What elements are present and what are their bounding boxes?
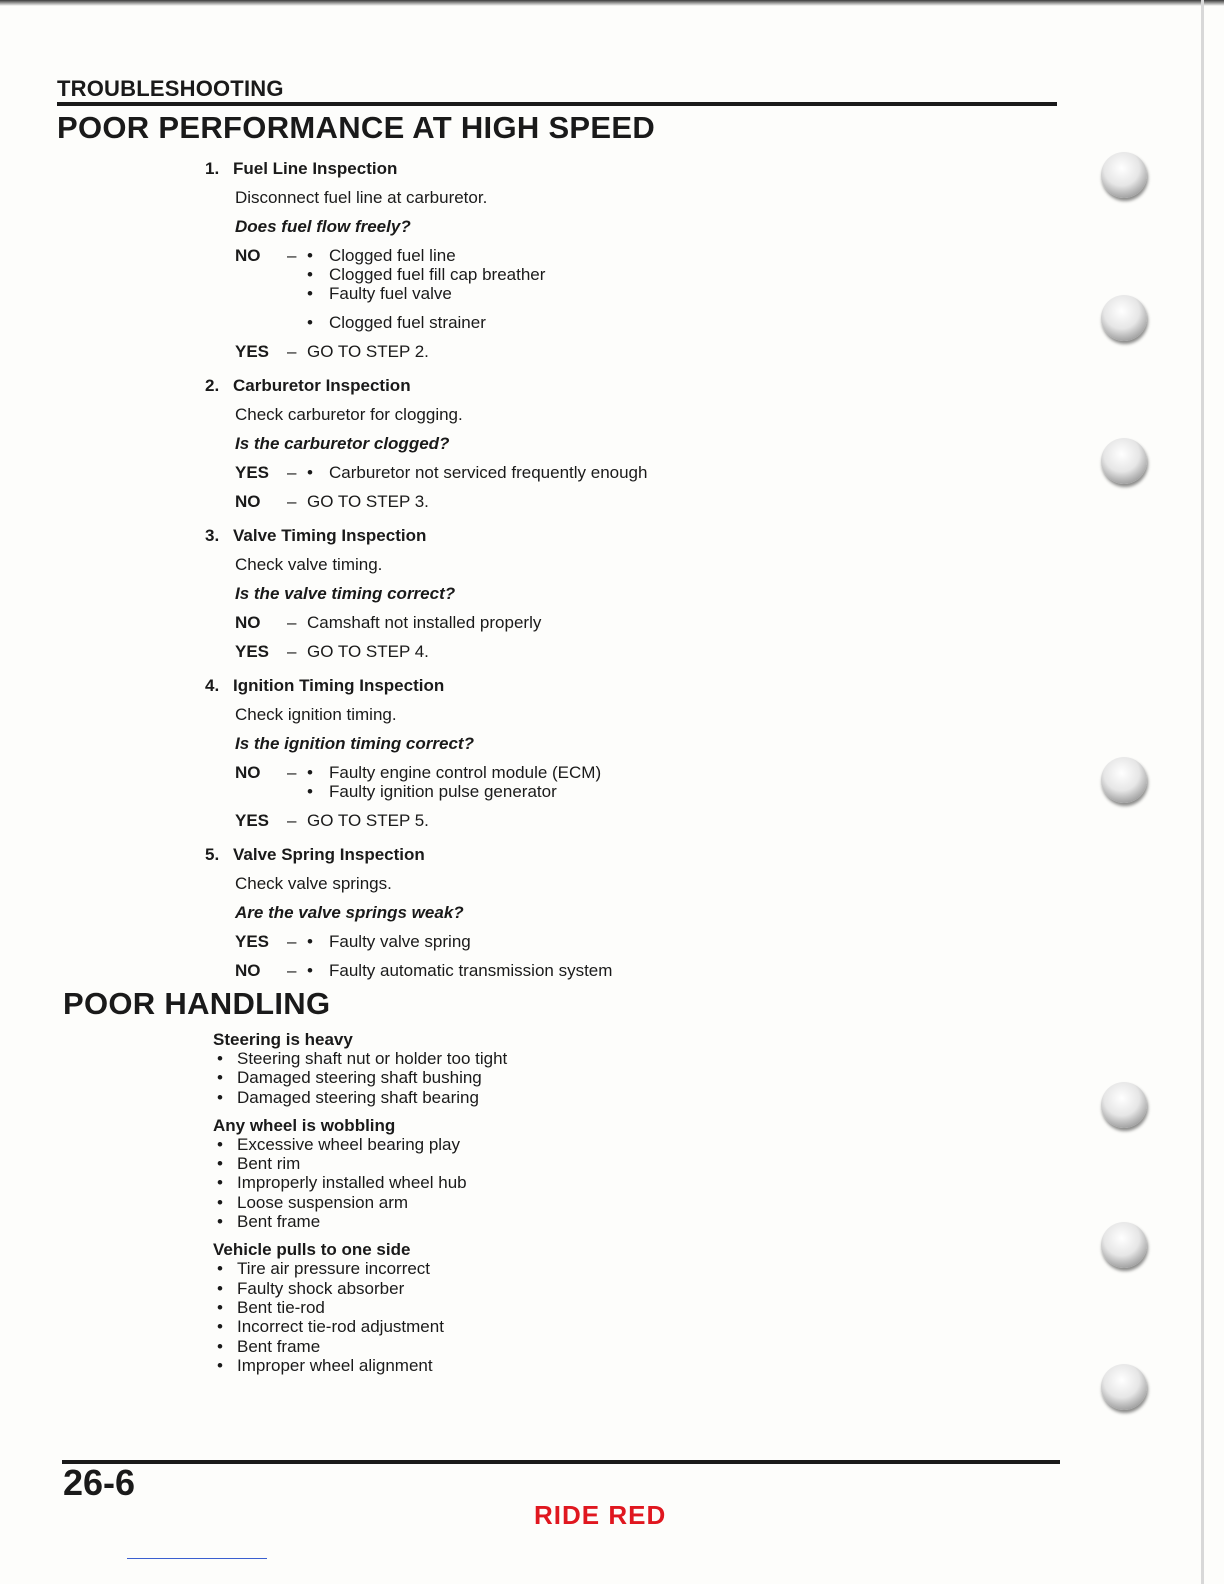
answer-row bbox=[235, 458, 765, 487]
symptom-cause-item: • Faulty shock absorber bbox=[213, 1279, 713, 1298]
answer-key: YES bbox=[235, 932, 270, 951]
step bbox=[205, 154, 765, 366]
step-instruction: Check valve timing. bbox=[235, 555, 383, 574]
answer-dash: – bbox=[287, 246, 297, 265]
answer-text: Camshaft not installed properly bbox=[307, 613, 542, 632]
symptom-cause-item: • Incorrect tie-rod adjustment bbox=[213, 1317, 713, 1336]
symptom-group bbox=[213, 1240, 713, 1375]
cause-list bbox=[307, 763, 601, 801]
step-body bbox=[205, 550, 765, 666]
symptom-cause-item: • Steering shaft nut or holder too tight bbox=[213, 1049, 713, 1068]
step-instruction: Check valve springs. bbox=[235, 874, 392, 893]
symptom-cause-item: • Bent rim bbox=[213, 1154, 713, 1173]
handling-title: POOR HANDLING bbox=[63, 986, 331, 1021]
answer-text: GO TO STEP 4. bbox=[307, 642, 429, 661]
step-question: Are the valve springs weak? bbox=[235, 903, 464, 922]
step bbox=[205, 840, 765, 985]
step-body bbox=[205, 700, 765, 835]
step-title-text: Valve Timing Inspection bbox=[233, 526, 427, 545]
answer-text: GO TO STEP 2. bbox=[307, 342, 429, 361]
answer-row bbox=[235, 637, 765, 666]
step-title bbox=[205, 521, 765, 550]
symptom-title: Any wheel is wobbling bbox=[213, 1115, 396, 1135]
footer-rule bbox=[62, 1460, 1060, 1464]
performance-title: POOR PERFORMANCE AT HIGH SPEED bbox=[57, 110, 656, 145]
binder-hole bbox=[1101, 1082, 1147, 1128]
answer-dash: – bbox=[287, 642, 297, 661]
symptom-cause-item: • Improper wheel alignment bbox=[213, 1356, 713, 1375]
cause-item: • Faulty automatic transmission system bbox=[307, 961, 612, 980]
cause-list bbox=[307, 932, 471, 951]
step-number: 5. bbox=[205, 845, 220, 864]
step-number: 2. bbox=[205, 376, 220, 395]
cause-item: • Faulty fuel valve bbox=[307, 284, 545, 303]
answer-text: GO TO STEP 5. bbox=[307, 811, 429, 830]
symptom-cause-item: • Bent frame bbox=[213, 1212, 713, 1231]
step-title-text: Fuel Line Inspection bbox=[233, 159, 398, 178]
page-right-edge bbox=[1201, 0, 1204, 1584]
step-title bbox=[205, 371, 765, 400]
cause-item: • Clogged fuel line bbox=[307, 246, 545, 265]
symptom-cause-item: • Damaged steering shaft bushing bbox=[213, 1068, 713, 1087]
bottom-link-line bbox=[127, 1558, 267, 1559]
answer-dash: – bbox=[287, 463, 297, 482]
step-body bbox=[205, 869, 765, 985]
step bbox=[205, 671, 765, 835]
header-rule bbox=[57, 102, 1057, 106]
answer-key: NO bbox=[235, 492, 261, 511]
answer-key: NO bbox=[235, 246, 261, 265]
answer-key: NO bbox=[235, 961, 261, 980]
step-body bbox=[205, 400, 765, 516]
binder-hole bbox=[1101, 438, 1147, 484]
brand-logo: RIDE RED bbox=[534, 1500, 667, 1530]
answer-key: YES bbox=[235, 811, 270, 830]
step-title bbox=[205, 671, 765, 700]
cause-list bbox=[307, 961, 612, 980]
answer-dash: – bbox=[287, 932, 297, 951]
cause-item: • Faulty ignition pulse generator bbox=[307, 782, 601, 801]
step-question: Is the carburetor clogged? bbox=[235, 434, 450, 453]
answer-row bbox=[235, 758, 765, 806]
answer-row bbox=[235, 806, 765, 835]
handling-groups bbox=[213, 1030, 713, 1384]
cause-item: • Clogged fuel fill cap breather bbox=[307, 265, 545, 284]
cause-item: • Clogged fuel strainer bbox=[307, 313, 545, 332]
step bbox=[205, 521, 765, 666]
symptom-cause-item: • Improperly installed wheel hub bbox=[213, 1173, 713, 1192]
symptom-cause-item: • Bent frame bbox=[213, 1337, 713, 1356]
binder-hole bbox=[1101, 295, 1147, 341]
step-number: 3. bbox=[205, 526, 220, 545]
answer-dash: – bbox=[287, 342, 297, 361]
section-header: TROUBLESHOOTING bbox=[57, 76, 284, 101]
answer-text: GO TO STEP 3. bbox=[307, 492, 429, 511]
symptom-cause-item: • Tire air pressure incorrect bbox=[213, 1259, 713, 1278]
binder-hole bbox=[1101, 757, 1147, 803]
symptom-group bbox=[213, 1030, 713, 1107]
answer-dash: – bbox=[287, 613, 297, 632]
step-number: 4. bbox=[205, 676, 220, 695]
answer-row bbox=[235, 608, 765, 637]
symptom-cause-item: • Excessive wheel bearing play bbox=[213, 1135, 713, 1154]
step-title-text: Valve Spring Inspection bbox=[233, 845, 425, 864]
step-number: 1. bbox=[205, 159, 220, 178]
answer-row bbox=[235, 241, 765, 337]
symptom-cause-list bbox=[213, 1259, 713, 1375]
step-question: Is the valve timing correct? bbox=[235, 584, 456, 603]
performance-steps bbox=[205, 154, 765, 990]
step-title-text: Ignition Timing Inspection bbox=[233, 676, 445, 695]
answer-key: YES bbox=[235, 342, 270, 361]
step-question: Does fuel flow freely? bbox=[235, 217, 411, 236]
step-title-text: Carburetor Inspection bbox=[233, 376, 411, 395]
cause-list bbox=[307, 246, 545, 332]
cause-list bbox=[307, 463, 647, 482]
answer-dash: – bbox=[287, 811, 297, 830]
step-body bbox=[205, 183, 765, 366]
answer-row bbox=[235, 487, 765, 516]
step-instruction: Disconnect fuel line at carburetor. bbox=[235, 188, 488, 207]
cause-item: • Faulty engine control module (ECM) bbox=[307, 763, 601, 782]
step-title bbox=[205, 840, 765, 869]
answer-row bbox=[235, 927, 765, 956]
step-instruction: Check ignition timing. bbox=[235, 705, 397, 724]
answer-dash: – bbox=[287, 763, 297, 782]
answer-dash: – bbox=[287, 961, 297, 980]
symptom-title: Steering is heavy bbox=[213, 1030, 353, 1049]
step bbox=[205, 371, 765, 516]
answer-dash: – bbox=[287, 492, 297, 511]
page-top-edge bbox=[0, 0, 1224, 6]
symptom-title: Vehicle pulls to one side bbox=[213, 1240, 411, 1260]
answer-key: YES bbox=[235, 642, 270, 661]
binder-hole bbox=[1101, 1364, 1147, 1410]
answer-key: NO bbox=[235, 763, 261, 782]
binder-hole bbox=[1101, 1222, 1147, 1268]
answer-key: YES bbox=[235, 463, 270, 482]
symptom-group bbox=[213, 1116, 713, 1231]
step-question: Is the ignition timing correct? bbox=[235, 734, 474, 753]
answer-key: NO bbox=[235, 613, 261, 632]
symptom-cause-list bbox=[213, 1135, 713, 1231]
symptom-cause-item: • Loose suspension arm bbox=[213, 1193, 713, 1212]
page-number: 26-6 bbox=[63, 1462, 136, 1503]
symptom-cause-list bbox=[213, 1049, 713, 1107]
cause-item: • Faulty valve spring bbox=[307, 932, 471, 951]
cause-item: • Carburetor not serviced frequently enough bbox=[307, 463, 647, 482]
symptom-cause-item: • Damaged steering shaft bearing bbox=[213, 1088, 713, 1107]
answer-row bbox=[235, 337, 765, 366]
binder-hole bbox=[1101, 152, 1147, 198]
symptom-cause-item: • Bent tie-rod bbox=[213, 1298, 713, 1317]
step-title bbox=[205, 154, 765, 183]
answer-row bbox=[235, 956, 765, 985]
step-instruction: Check carburetor for clogging. bbox=[235, 405, 463, 424]
